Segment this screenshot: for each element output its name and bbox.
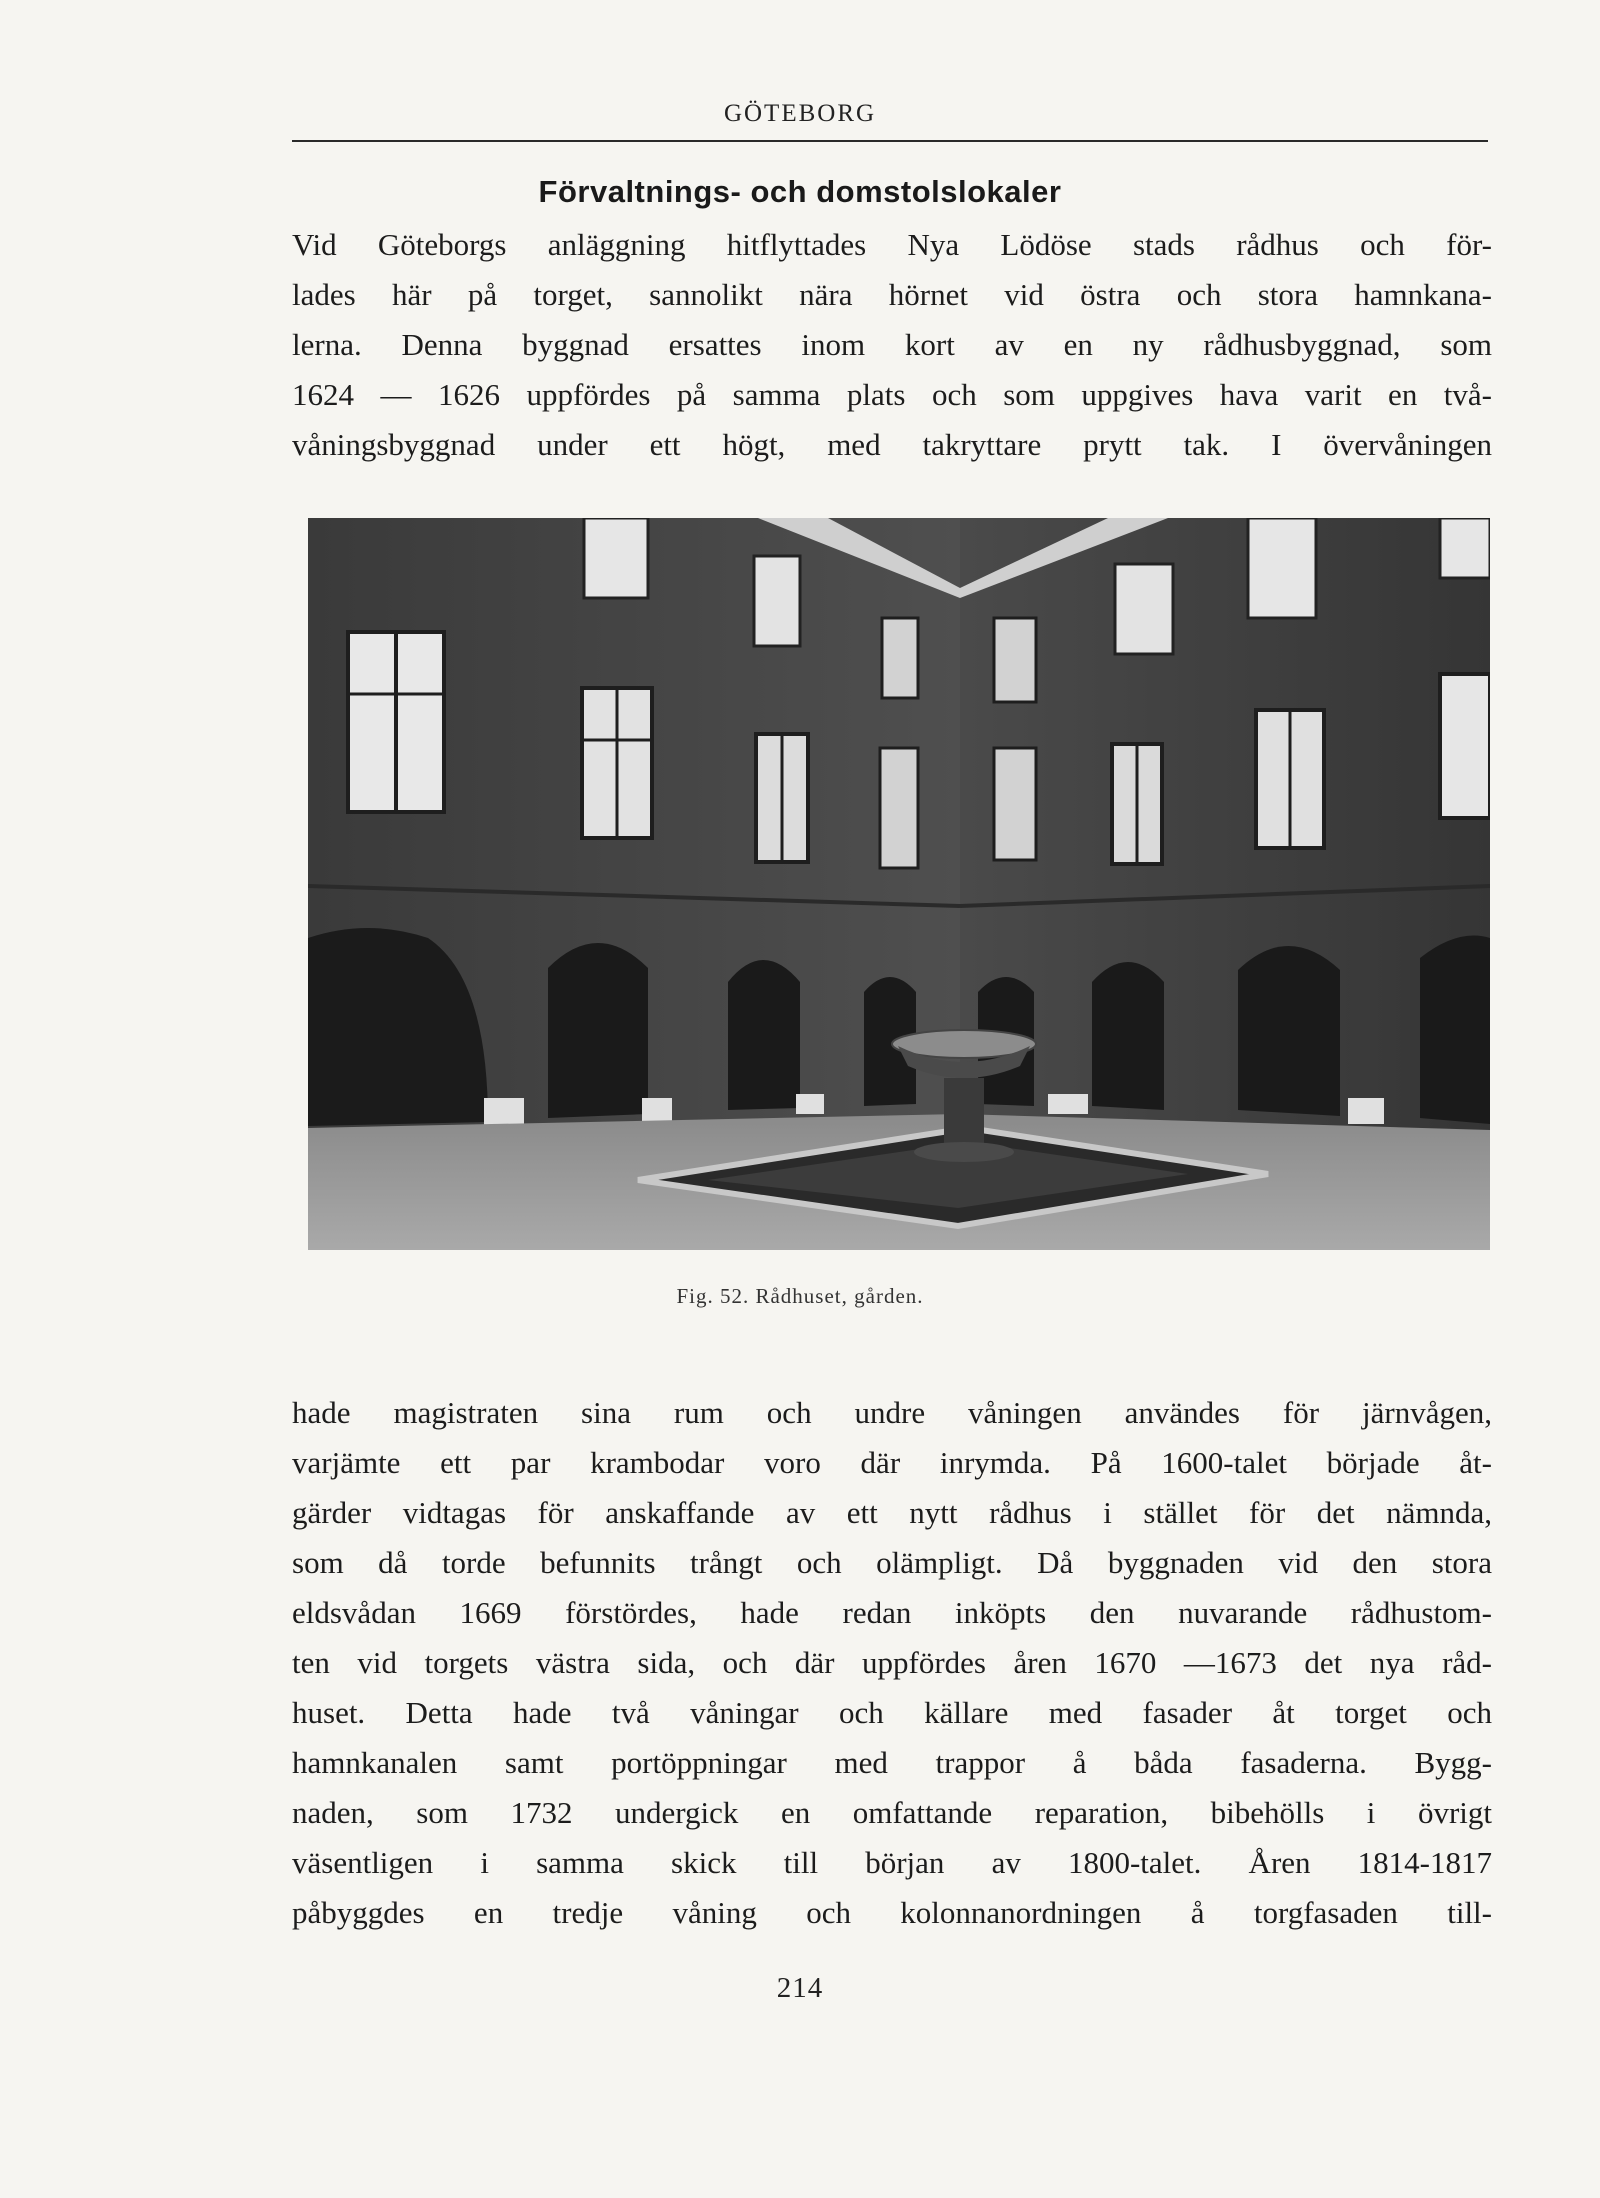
text-line: väsentligen i samma skick till början av 1800-talet. Åren 1814-1817	[292, 1845, 1492, 1880]
text-line: lerna. Denna byggnad ersattes inom kort av en ny rådhusbyggnad, som	[292, 327, 1492, 362]
paragraph-bottom	[292, 1388, 1492, 1938]
section-title: Förvaltnings- och domstolslokaler	[538, 174, 1062, 209]
text-line: ten vid torgets västra sida, och där uppfördes åren 1670 —1673 det nya råd-	[292, 1645, 1492, 1680]
text-line: eldsvådan 1669 förstördes, hade redan inköpts den nuvarande rådhustom-	[292, 1595, 1492, 1630]
text-line: varjämte ett par krambodar voro där inrymda. På 1600-talet började åt-	[292, 1445, 1492, 1480]
paragraph-top	[292, 220, 1492, 470]
text-line: 1624 — 1626 uppfördes på samma plats och som uppgives hava varit en två-	[292, 377, 1492, 412]
text-line: som då torde befunnits trångt och olämpligt. Då byggnaden vid den stora	[292, 1545, 1492, 1580]
running-head: GÖTEBORG	[723, 100, 877, 127]
text-line: naden, som 1732 undergick en omfattande reparation, bibehölls i övrigt	[292, 1795, 1492, 1830]
figure-caption: Fig. 52. Rådhuset, gården.	[676, 1284, 924, 1308]
header-rule	[292, 140, 1488, 142]
page-number: 214	[776, 1972, 824, 2004]
text-line: Vid Göteborgs anläggning hitflyttades Nya Lödöse stads rådhus och för-	[292, 227, 1492, 262]
courtyard-photograph	[308, 518, 1490, 1250]
text-line: påbyggdes en tredje våning och kolonnanordningen å torgfasaden till-	[292, 1895, 1492, 1930]
text-line: lades här på torget, sannolikt nära hörnet vid östra och stora hamnkana-	[292, 277, 1492, 312]
text-line: huset. Detta hade två våningar och källare med fasader åt torget och	[292, 1695, 1492, 1730]
text-line: gärder vidtagas för anskaffande av ett nytt rådhus i stället för det nämnda,	[292, 1495, 1492, 1530]
text-line: hamnkanalen samt portöppningar med trappor å båda fasaderna. Bygg-	[292, 1745, 1492, 1780]
text-line: våningsbyggnad under ett högt, med takryttare prytt tak. I övervåningen	[292, 427, 1492, 462]
text-line: hade magistraten sina rum och undre våningen användes för järnvågen,	[292, 1395, 1492, 1430]
